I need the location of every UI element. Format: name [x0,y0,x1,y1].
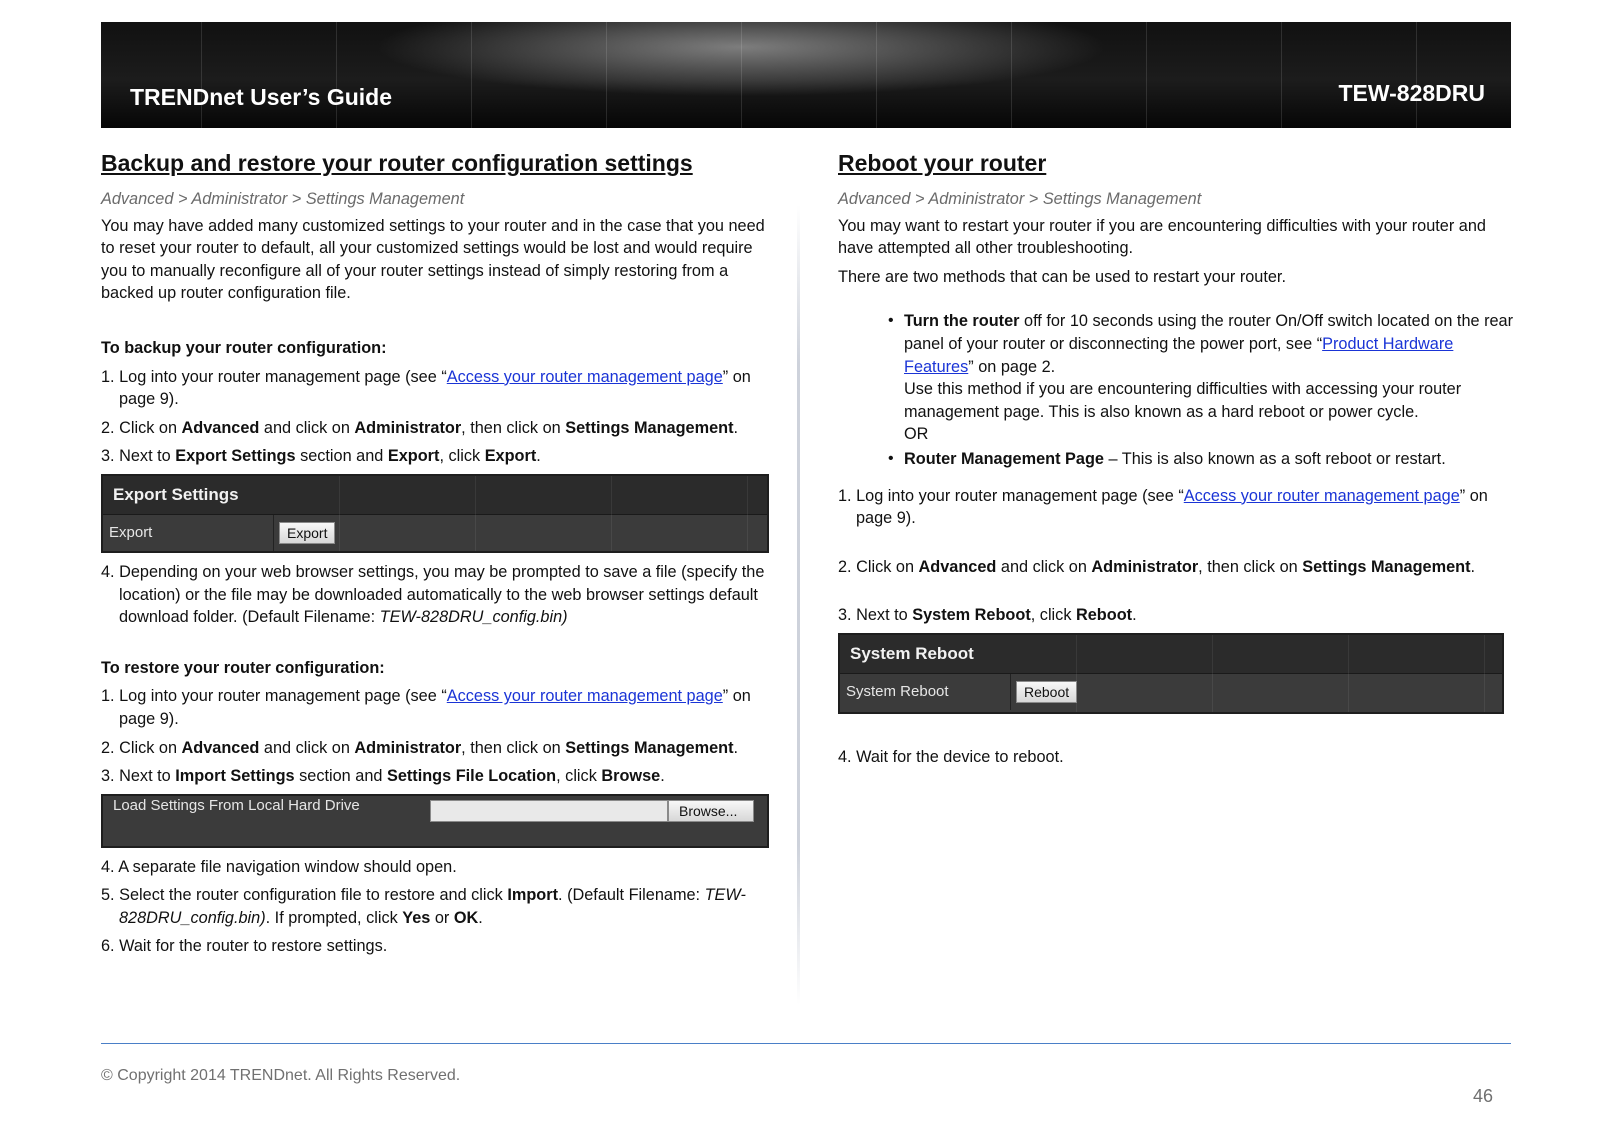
step-bold: Advanced [918,557,997,576]
reboot-button[interactable]: Reboot [1016,681,1077,703]
breadcrumb: Advanced > Administrator > Settings Management [838,190,1202,208]
intro-paragraph: You may want to restart your router if you are encountering difficulties with your router and have attempted all other troubleshooting. [838,216,1486,258]
backup-heading: To backup your router configuration: [101,338,387,357]
step-text: Next to [119,447,176,466]
export-label: Export [109,523,153,541]
step-number: 2. [101,738,120,757]
step-text: section and [295,447,388,466]
browse-button[interactable]: Browse... [668,800,754,822]
step-text: , then click on [461,418,566,437]
reboot-section [838,148,1518,775]
system-reboot-label: System Reboot [846,682,949,700]
step-text: and click on [259,418,355,437]
list-item [888,448,1518,471]
page-number: 46 [1473,1086,1494,1106]
reboot-step-1 [838,485,1518,530]
banner-gridline [1146,22,1147,128]
step-bold: Administrator [354,738,462,757]
import-settings-panel [101,794,769,848]
step-number: 3. [101,447,120,466]
step-bold: Reboot [1075,606,1133,625]
backup-step-4 [101,561,781,629]
step-number: 2. [838,557,857,576]
bullet-icon: • [888,312,894,330]
bullet-text: off for 10 seconds using the router On/Off switch located on the rear panel of your router or disconnecting the power port, see “ [904,312,1514,353]
step-text: Depending on your web browser settings, you may be prompted to save a file (specify the location) or the file may be downloaded automatically to the web browser settings default download folder. (Default Filename: [119,562,765,627]
step-text: or [430,908,454,927]
backup-step-2 [101,417,781,440]
restore-step-1 [101,685,781,730]
step-bold: Import [507,886,559,905]
export-row [103,515,767,551]
step-text: . [478,908,483,927]
step-bold: Settings File Location [386,767,557,786]
step-text: Click on [856,557,919,576]
file-path-input[interactable] [430,800,668,822]
intro-paragraph: You may have added many customized settings to your router and in the case that you need to reset your router to default, all your customized settings would be lost and would require you to manually reconfigure all of your router settings instead of simply restoring from a backed up router configuration file. [101,216,765,303]
access-management-page-link[interactable]: Access your router management page [1183,486,1460,505]
restore-step-4 [101,856,781,879]
bullet-bold: Router Management Page [904,449,1104,468]
footer-divider [101,1043,1511,1044]
step-text: and click on [996,557,1092,576]
step-text: , then click on [461,738,566,757]
step-text: Log into your router management page (see “ [119,367,447,386]
step-bold: Import Settings [175,767,295,786]
copyright-notice: © Copyright 2014 TRENDnet. All Rights Reserved. [101,1067,461,1084]
banner-gridline [471,22,472,128]
bullet-bold: Turn the router [904,312,1020,331]
step-bold: Advanced [181,738,260,757]
step-text: Wait for the device to reboot. [856,747,1064,766]
step-text: ” on page 9). [119,687,751,728]
step-number: 4. [101,857,119,876]
or-separator: OR [904,425,929,444]
page-header-banner [101,22,1511,128]
restore-step-5 [101,884,781,929]
step-text: . If prompted, click [265,908,403,927]
step-number: 1. [101,367,120,386]
banner-gridline [336,22,337,128]
step-text: , click [556,767,602,786]
step-number: 1. [101,687,120,706]
step-text: . [733,418,739,437]
export-settings-panel [101,474,769,553]
banner-gridline [606,22,607,128]
breadcrumb: Advanced > Administrator > Settings Management [101,190,465,208]
step-number: 2. [101,418,120,437]
load-settings-label: Load Settings From Local Hard Drive [113,796,360,814]
step-bold: System Reboot [912,606,1031,625]
restore-step-2 [101,737,781,760]
access-management-page-link[interactable]: Access your router management page [446,367,723,386]
reboot-step-2 [838,556,1518,579]
step-bold: Browse [601,767,661,786]
step-text: ” on page 9). [856,486,1488,528]
step-bold: Administrator [1091,557,1199,576]
step-text: Click on [119,418,182,437]
export-button[interactable]: Export [279,522,335,544]
step-text: Next to [119,767,176,786]
system-reboot-panel [838,633,1504,714]
step-text: ” on page 9). [119,367,751,409]
step-bold: Administrator [354,418,462,437]
step-text: and click on [259,738,355,757]
banner-gridline [741,22,742,128]
system-reboot-row [840,674,1502,710]
column-separator [797,205,800,1005]
banner-gridline [201,22,202,128]
step-text: . (Default Filename: [558,886,705,905]
access-management-page-link[interactable]: Access your router management page [446,687,723,706]
step-number: 4. [838,747,857,766]
banner-gridline [876,22,877,128]
methods-paragraph: There are two methods that can be used to restart your router. [838,267,1286,286]
backup-restore-section [101,148,781,964]
step-bold: OK [453,908,479,927]
guide-title: TRENDnet User’s Guide [130,84,392,110]
step-text: . [536,447,541,466]
step-text: , click [439,447,485,466]
step-bold: Settings Management [565,738,734,757]
system-reboot-header: System Reboot [840,635,1502,674]
section-title: Reboot your router [838,150,1047,176]
step-text: . [1470,557,1476,576]
banner-gridline [1416,22,1417,128]
row-divider [273,515,274,551]
bullet-note: Use this method if you are encountering difficulties with accessing your router management page. This is also known as a hard reboot or power cycle. [904,380,1462,421]
banner-gridline [1011,22,1012,128]
step-text: Log into your router management page (see “ [119,687,447,706]
step-text: A separate file navigation window should open. [118,857,457,876]
restore-heading: To restore your router configuration: [101,658,385,677]
banner-gridline [1281,22,1282,128]
step-number: 4. [101,562,120,581]
step-text: , then click on [1198,557,1303,576]
step-text: Log into your router management page (see “ [856,486,1184,505]
step-text: Next to [856,606,913,625]
step-bold: Export [387,447,440,466]
product-hardware-features-link[interactable]: Product Hardware Features [904,334,1454,376]
step-text: Wait for the router to restore settings. [119,937,388,956]
step-bold: Export Settings [175,447,296,466]
step-text: section and [294,767,387,786]
step-text: , click [1030,606,1076,625]
bullet-icon: • [888,449,894,467]
bullet-text: ” on page 2. [968,357,1056,376]
restore-step-6 [101,935,781,958]
step-number: 1. [838,486,857,505]
list-item [888,310,1518,446]
step-text: . [733,738,739,757]
reboot-step-4 [838,746,1518,769]
model-name: TEW-828DRU [1338,80,1485,106]
step-bold: Settings Management [1302,557,1471,576]
step-text: Select the router configuration file to restore and click [119,886,508,905]
row-divider [1010,674,1011,710]
reboot-methods-list [838,310,1518,470]
section-title: Backup and restore your router configuration settings [101,150,693,176]
export-settings-header: Export Settings [103,476,767,515]
default-filename: TEW-828DRU_config.bin) [119,886,746,927]
step-number: 3. [101,767,120,786]
step-number: 3. [838,606,857,625]
default-filename: TEW-828DRU_config.bin) [379,608,568,627]
backup-step-3 [101,445,781,468]
step-text: . [660,767,665,786]
backup-step-1 [101,366,781,411]
step-text: . [1132,606,1137,625]
load-settings-row [103,796,767,846]
step-bold: Yes [402,908,431,927]
step-bold: Advanced [181,418,260,437]
step-number: 6. [101,937,120,956]
step-bold: Settings Management [565,418,734,437]
restore-step-3 [101,765,781,788]
reboot-step-3 [838,604,1518,627]
bullet-text: – This is also known as a soft reboot or restart. [1103,449,1446,468]
step-text: Click on [119,738,182,757]
step-number: 5. [101,886,120,905]
step-bold: Export [484,447,537,466]
